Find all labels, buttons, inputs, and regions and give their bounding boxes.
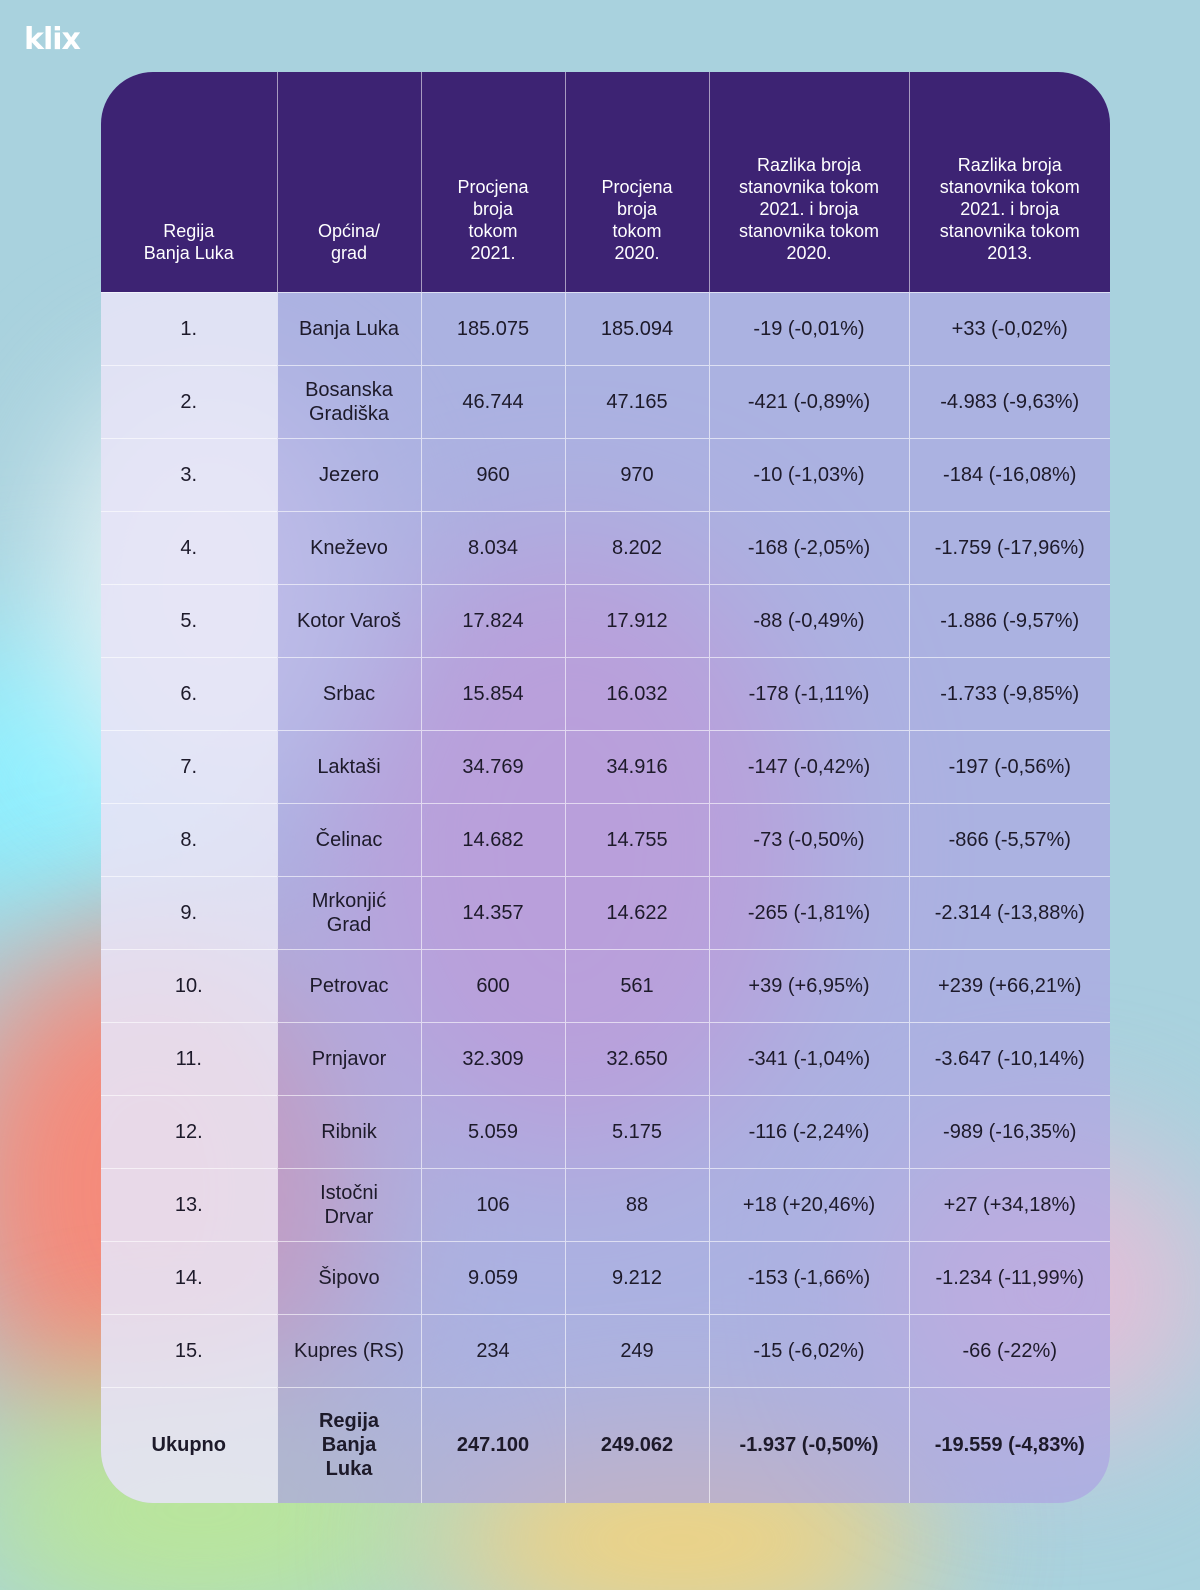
row-number-cell: 12.: [101, 1095, 277, 1168]
difference-2020-cell: -341 (-1,04%): [709, 1022, 909, 1095]
table-row: [101, 365, 1110, 438]
difference-2020-cell: -73 (-0,50%): [709, 803, 909, 876]
estimate-2020-cell: 5.175: [565, 1095, 709, 1168]
total-row: [101, 1387, 1110, 1503]
estimate-2021-cell: 15.854: [421, 657, 565, 730]
difference-2013-cell: -1.759 (-17,96%): [909, 511, 1110, 584]
municipality-name-cell: Kneževo: [277, 511, 421, 584]
difference-2013-cell: -866 (-5,57%): [909, 803, 1110, 876]
estimate-2021-cell: 185.075: [421, 292, 565, 365]
klix-logo: klix: [24, 22, 80, 57]
header-region: Regija Banja Luka: [101, 72, 277, 292]
table-row: [101, 730, 1110, 803]
difference-2013-cell: -66 (-22%): [909, 1314, 1110, 1387]
row-number-cell: 15.: [101, 1314, 277, 1387]
row-number-cell: 5.: [101, 584, 277, 657]
difference-2013-cell: -184 (-16,08%): [909, 438, 1110, 511]
difference-2013-cell: -2.314 (-13,88%): [909, 876, 1110, 949]
total-municipality-name-cell: Regija Banja Luka: [277, 1387, 421, 1503]
total-difference-2013-cell: -19.559 (-4,83%): [909, 1387, 1110, 1503]
municipality-name-cell: Prnjavor: [277, 1022, 421, 1095]
row-number-cell: 10.: [101, 949, 277, 1022]
row-number-cell: 6.: [101, 657, 277, 730]
row-number-cell: 2.: [101, 365, 277, 438]
difference-2013-cell: +239 (+66,21%): [909, 949, 1110, 1022]
municipality-name-cell: Čelinac: [277, 803, 421, 876]
municipality-name-cell: Laktaši: [277, 730, 421, 803]
estimate-2020-cell: 249: [565, 1314, 709, 1387]
estimate-2021-cell: 9.059: [421, 1241, 565, 1314]
population-table: [101, 72, 1110, 1503]
header-difference-2020: Razlika broja stanovnika tokom 2021. i broja stanovnika tokom 2020.: [709, 72, 909, 292]
header-difference-2013: Razlika broja stanovnika tokom 2021. i broja stanovnika tokom 2013.: [909, 72, 1110, 292]
row-number-cell: 3.: [101, 438, 277, 511]
estimate-2021-cell: 34.769: [421, 730, 565, 803]
header-estimate-2021: Procjena broja tokom 2021.: [421, 72, 565, 292]
total-estimate-2021-cell: 247.100: [421, 1387, 565, 1503]
difference-2020-cell: -147 (-0,42%): [709, 730, 909, 803]
estimate-2020-cell: 14.622: [565, 876, 709, 949]
difference-2013-cell: -3.647 (-10,14%): [909, 1022, 1110, 1095]
estimate-2020-cell: 16.032: [565, 657, 709, 730]
difference-2020-cell: -19 (-0,01%): [709, 292, 909, 365]
municipality-name-cell: Kotor Varoš: [277, 584, 421, 657]
row-number-cell: 11.: [101, 1022, 277, 1095]
difference-2020-cell: -153 (-1,66%): [709, 1241, 909, 1314]
difference-2013-cell: -1.234 (-11,99%): [909, 1241, 1110, 1314]
table-row: [101, 511, 1110, 584]
municipality-name-cell: Mrkonjić Grad: [277, 876, 421, 949]
table-row: [101, 1314, 1110, 1387]
table-row: [101, 1168, 1110, 1241]
difference-2013-cell: +27 (+34,18%): [909, 1168, 1110, 1241]
row-number-cell: 7.: [101, 730, 277, 803]
municipality-name-cell: Istočni Drvar: [277, 1168, 421, 1241]
estimate-2020-cell: 47.165: [565, 365, 709, 438]
municipality-name-cell: Srbac: [277, 657, 421, 730]
estimate-2020-cell: 32.650: [565, 1022, 709, 1095]
estimate-2021-cell: 46.744: [421, 365, 565, 438]
difference-2020-cell: -178 (-1,11%): [709, 657, 909, 730]
row-number-cell: 4.: [101, 511, 277, 584]
difference-2020-cell: +18 (+20,46%): [709, 1168, 909, 1241]
municipality-name-cell: Jezero: [277, 438, 421, 511]
estimate-2020-cell: 14.755: [565, 803, 709, 876]
estimate-2021-cell: 14.357: [421, 876, 565, 949]
population-table-card: [101, 72, 1110, 1503]
table-row: [101, 657, 1110, 730]
estimate-2020-cell: 970: [565, 438, 709, 511]
municipality-name-cell: Kupres (RS): [277, 1314, 421, 1387]
municipality-name-cell: Banja Luka: [277, 292, 421, 365]
table-row: [101, 1022, 1110, 1095]
table-row: [101, 292, 1110, 365]
header-municipality: Općina/ grad: [277, 72, 421, 292]
row-number-cell: 9.: [101, 876, 277, 949]
table-row: [101, 584, 1110, 657]
difference-2020-cell: -116 (-2,24%): [709, 1095, 909, 1168]
difference-2013-cell: -1.733 (-9,85%): [909, 657, 1110, 730]
header-row: [101, 72, 1110, 292]
estimate-2020-cell: 9.212: [565, 1241, 709, 1314]
estimate-2021-cell: 234: [421, 1314, 565, 1387]
table-row: [101, 949, 1110, 1022]
difference-2020-cell: +39 (+6,95%): [709, 949, 909, 1022]
total-difference-2020-cell: -1.937 (-0,50%): [709, 1387, 909, 1503]
row-number-cell: 13.: [101, 1168, 277, 1241]
estimate-2021-cell: 5.059: [421, 1095, 565, 1168]
estimate-2021-cell: 106: [421, 1168, 565, 1241]
difference-2020-cell: -421 (-0,89%): [709, 365, 909, 438]
total-estimate-2020-cell: 249.062: [565, 1387, 709, 1503]
estimate-2020-cell: 185.094: [565, 292, 709, 365]
table-row: [101, 876, 1110, 949]
estimate-2021-cell: 32.309: [421, 1022, 565, 1095]
estimate-2020-cell: 8.202: [565, 511, 709, 584]
estimate-2020-cell: 88: [565, 1168, 709, 1241]
difference-2020-cell: -265 (-1,81%): [709, 876, 909, 949]
municipality-name-cell: Petrovac: [277, 949, 421, 1022]
estimate-2021-cell: 960: [421, 438, 565, 511]
table-row: [101, 1241, 1110, 1314]
difference-2020-cell: -15 (-6,02%): [709, 1314, 909, 1387]
total-row-number-cell: Ukupno: [101, 1387, 277, 1503]
difference-2013-cell: -4.983 (-9,63%): [909, 365, 1110, 438]
difference-2020-cell: -88 (-0,49%): [709, 584, 909, 657]
difference-2013-cell: -989 (-16,35%): [909, 1095, 1110, 1168]
table-row: [101, 1095, 1110, 1168]
difference-2013-cell: -197 (-0,56%): [909, 730, 1110, 803]
municipality-name-cell: Šipovo: [277, 1241, 421, 1314]
difference-2013-cell: +33 (-0,02%): [909, 292, 1110, 365]
estimate-2021-cell: 8.034: [421, 511, 565, 584]
estimate-2020-cell: 34.916: [565, 730, 709, 803]
difference-2013-cell: -1.886 (-9,57%): [909, 584, 1110, 657]
row-number-cell: 1.: [101, 292, 277, 365]
estimate-2020-cell: 561: [565, 949, 709, 1022]
row-number-cell: 14.: [101, 1241, 277, 1314]
estimate-2021-cell: 600: [421, 949, 565, 1022]
estimate-2020-cell: 17.912: [565, 584, 709, 657]
estimate-2021-cell: 17.824: [421, 584, 565, 657]
municipality-name-cell: Ribnik: [277, 1095, 421, 1168]
row-number-cell: 8.: [101, 803, 277, 876]
municipality-name-cell: Bosanska Gradiška: [277, 365, 421, 438]
header-estimate-2020: Procjena broja tokom 2020.: [565, 72, 709, 292]
table-body: [101, 292, 1110, 1503]
table-row: [101, 803, 1110, 876]
table-row: [101, 438, 1110, 511]
difference-2020-cell: -168 (-2,05%): [709, 511, 909, 584]
difference-2020-cell: -10 (-1,03%): [709, 438, 909, 511]
estimate-2021-cell: 14.682: [421, 803, 565, 876]
